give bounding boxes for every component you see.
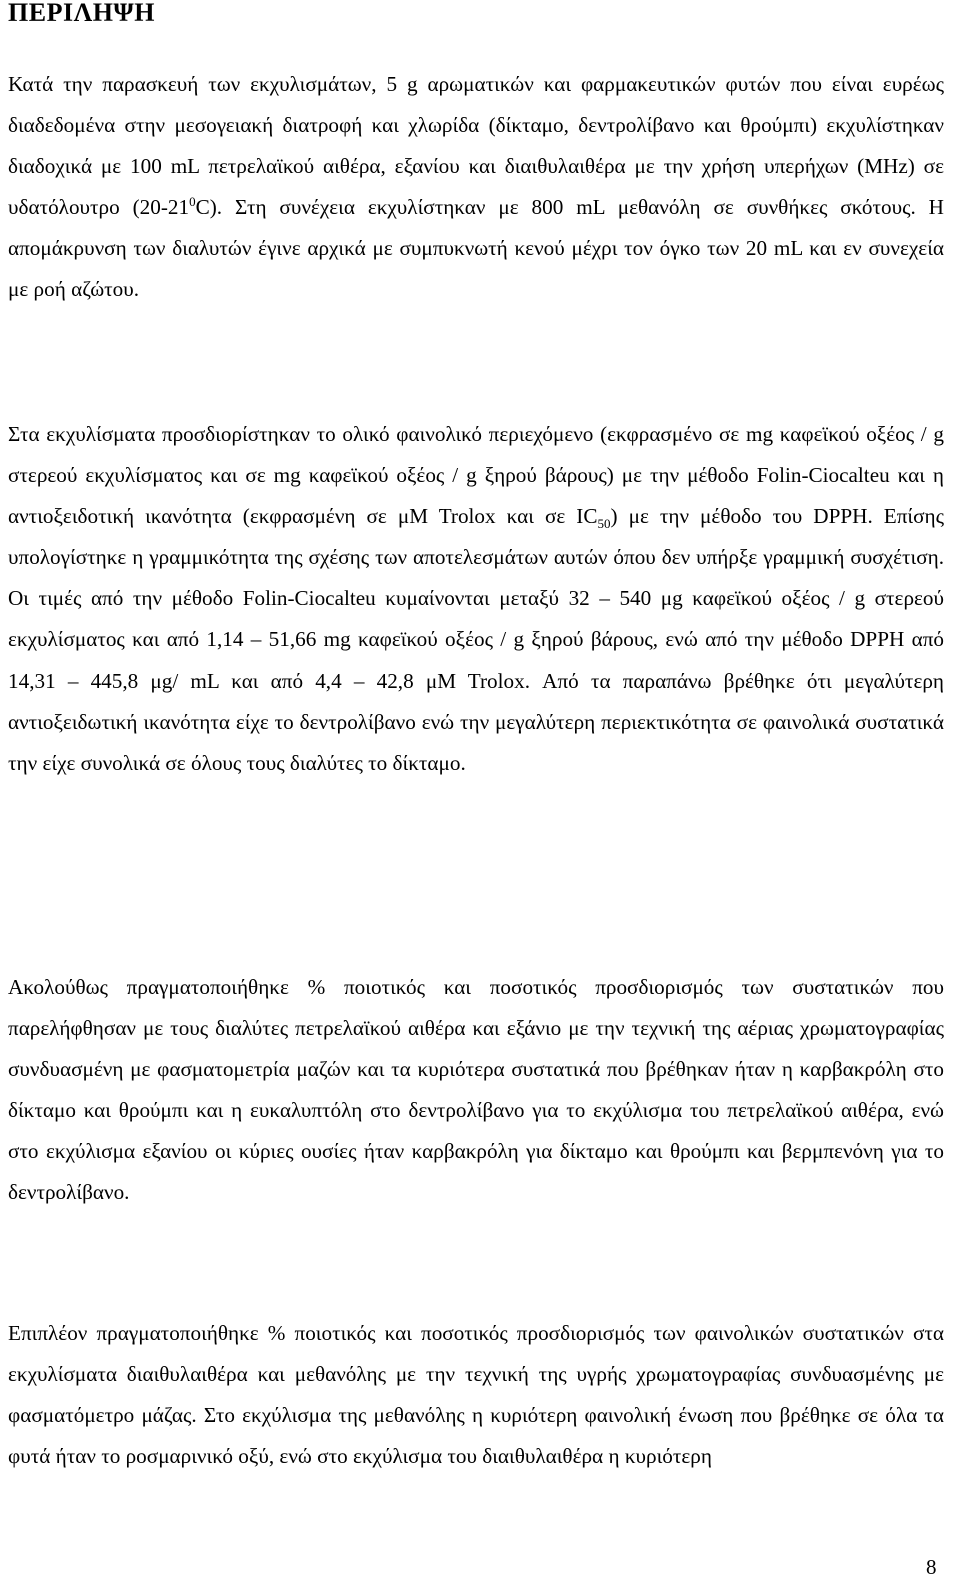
- page-title: ΠΕΡΙΛΗΨΗ: [8, 0, 155, 27]
- paragraph-1-text-b: C). Στη συνέχεια εκχυλίστηκαν με 800 mL μεθανόλη σε συνθήκες σκότους. Η απομάκρυνση των διαλυτών έγινε αρχικά με συμπυκνωτή κενού μέχρι τον όγκο των 20 mL και εν συνεχεία με ροή αζώτου.: [8, 195, 944, 302]
- summary-paragraph-2: [8, 414, 944, 784]
- page-number: 8: [926, 1555, 937, 1579]
- degree-superscript: 0: [189, 194, 196, 210]
- ic50-subscript: 50: [597, 516, 611, 532]
- paragraph-2-text-b: ) με την μέθοδο του DPPH. Επίσης υπολογίστηκε η γραμμικότητα της σχέσης των αποτελεσμάτων αυτών όπου δεν υπήρξε γραμμική συσχέτιση. Οι τιμές από την μέθοδο Folin-Ciocalteu κυμαίνονται μεταξύ 32 – 540 μg καφεϊκού οξέος / g στερεού εκχυλίσματος και από 1,14 – 51,66 mg καφεϊκού οξέος / g ξηρού βάρους, ενώ από την μέθοδο DPPH από 14,31 – 445,8 μg/ mL και από 4,4 – 42,8 μM Trolox. Από τα παραπάνω βρέθηκε ότι μεγαλύτερη αντιοξειδωτική ικανότητα είχε το δεντρολίβανο ενώ την μεγαλύτερη περιεκτικότητα σε φαινολικά συστατικά την είχε συνολικά σε όλους τους διαλύτες το δίκταμο.: [8, 504, 945, 775]
- summary-paragraph-4: Επιπλέον πραγματοποιήθηκε % ποιοτικός και ποσοτικός προσδιορισμός των φαινολικών συστατικών στα εκχυλίσματα διαιθυλαιθέρα και μεθανόλης με την τεχνική της υγρής χρωματογραφίας συνδυασμένης με φασματόμετρο μάζας. Στο εκχύλισμα της μεθανόλης η κυριότερη φαινολική ένωση που βρέθηκε σε όλα τα φυτά ήταν το ροσμαρινικό οξύ, ενώ στο εκχύλισμα του διαιθυλαιθέρα η κυριότερη: [8, 1321, 944, 1469]
- paragraph-1-text-a: Κατά την παρασκευή των εκχυλισμάτων, 5 g αρωματικών και φαρμακευτικών φυτών που είναι ευρέως διαδεδομένα στην μεσογειακή διατροφή και χλωρίδα (δίκταμο, δεντρολίβανο και θρούμπι) εκχυλίστηκαν διαδοχικά με 100 mL πετρελαϊκού αιθέρα, εξανίου και διαιθυλαιθέρα με την χρήση υπερήχων (MHz) σε υδατόλουτρο (20-21: [8, 72, 944, 220]
- summary-paragraph-1: [8, 64, 944, 311]
- paragraph-2-text-a: Στα εκχυλίσματα προσδιορίστηκαν το ολικό φαινολικό περιεχόμενο (εκφρασμένο σε mg καφεϊκού οξέος / g στερεού εκχυλίσματος και σε mg καφεϊκού οξέος / g ξηρού βάρους) με την μέθοδο Folin-Ciocalteu και η αντιοξειδοτική ικανότητα (εκφρασμένη σε μM Trolox και σε IC: [8, 422, 944, 529]
- summary-paragraph-3: Ακολούθως πραγματοποιήθηκε % ποιοτικός και ποσοτικός προσδιορισμός των συστατικών που παρελήφθησαν με τους διαλύτες πετρελαϊκού αιθέρα και εξάνιο με την τεχνική της αέριας χρωματογραφίας συνδυασμένη με φασματομετρία μαζών και τα κυριότερα συστατικά που βρέθηκαν ήταν η καρβακρόλη στο δίκταμο και θρούμπι και η ευκαλυπτόλη στο δεντρολίβανο για το εκχύλισμα του πετρελαϊκού αιθέρα, ενώ στο εκχύλισμα εξανίου οι κύριες ουσίες ήταν καρβακρόλη για δίκταμο και θρούμπι και βερμπενόνη για το δεντρολίβανο.: [8, 975, 944, 1205]
